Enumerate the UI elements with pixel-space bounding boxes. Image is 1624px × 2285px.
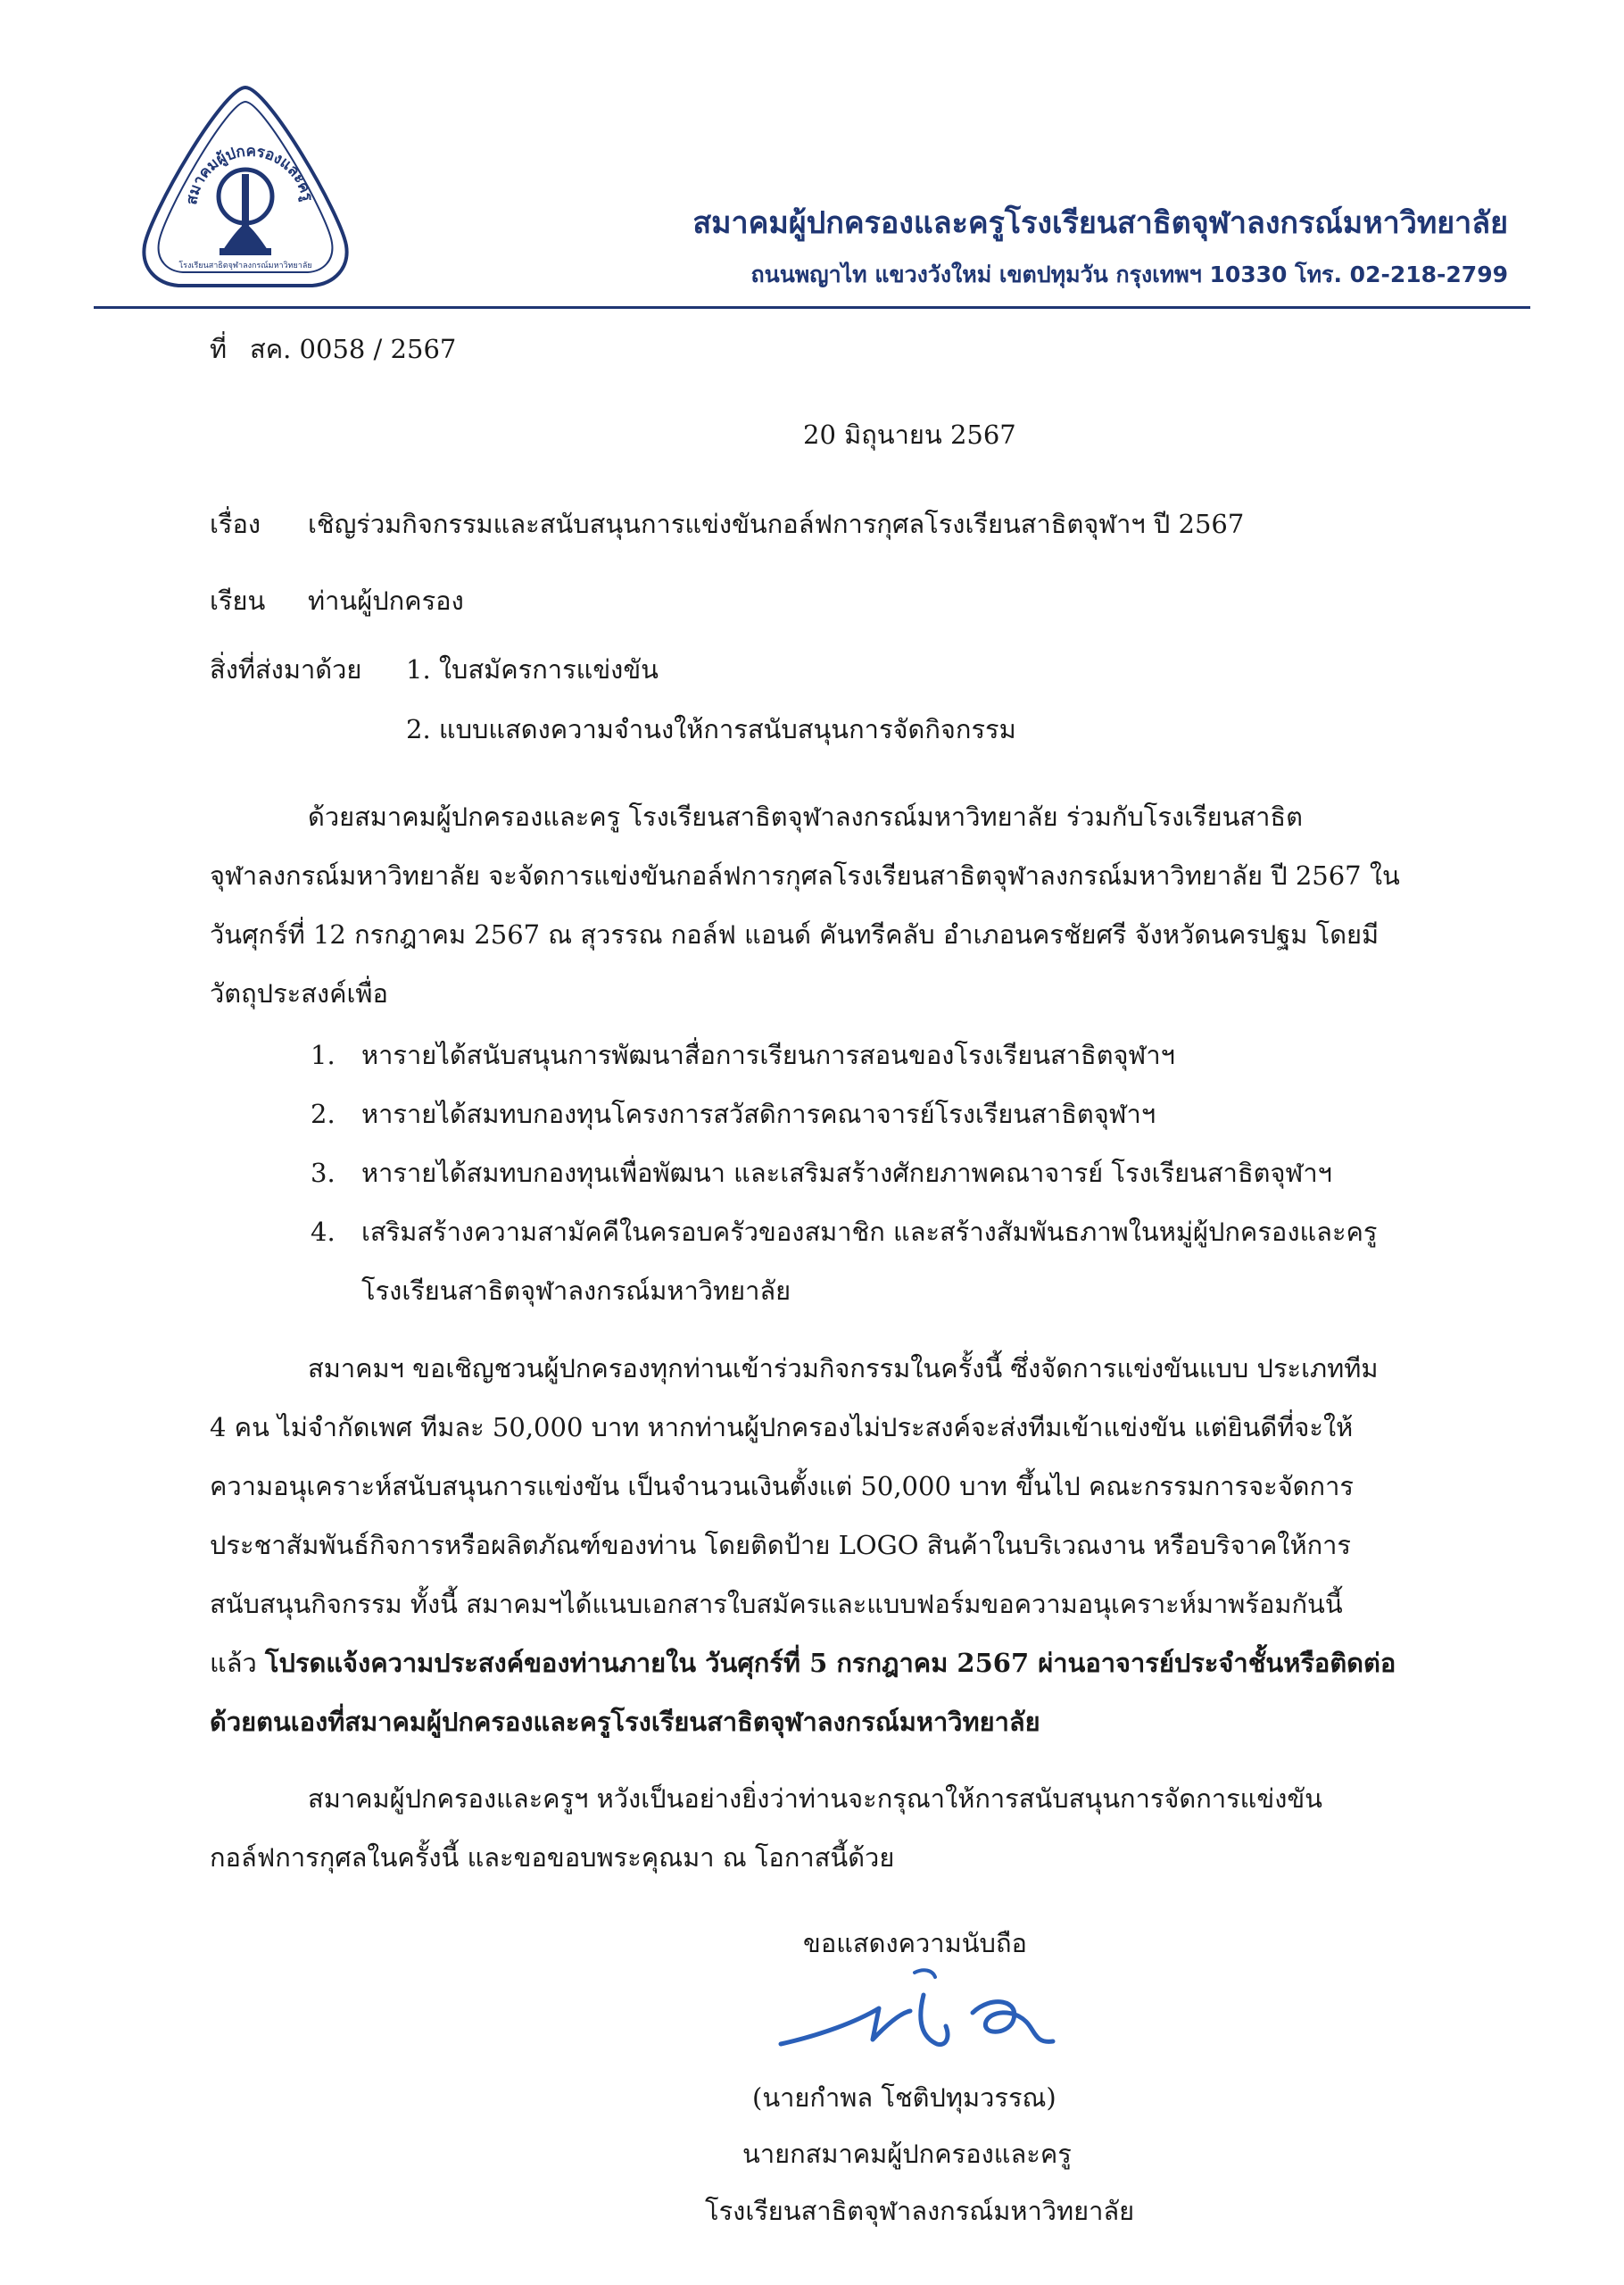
logo-ring-text: สมาคมผู้ปกครองและครู — [182, 142, 317, 206]
paragraph-line: 4 คน ไม่จำกัดเพศ ทีมละ 50,000 บาท หากท่านผู้ปกครองไม่ประสงค์จะส่งทีมเข้าแข่งขัน แต่ยินดีที่จะให้ — [210, 1412, 1354, 1442]
objective-number: 4. — [311, 1217, 336, 1247]
objective-text: เสริมสร้างความสามัคคีในครอบครัวของสมาชิก และสร้างสัมพันธภาพในหมู่ผู้ปกครองและครู — [361, 1217, 1378, 1247]
enclosures-label: สิ่งที่ส่งมาด้วย — [210, 654, 362, 685]
closing-salutation: ขอแสดงความนับถือ — [803, 1928, 1027, 1958]
paragraph-line: วัตถุประสงค์เพื่อ — [210, 978, 388, 1009]
objective-text-continued: โรงเรียนสาธิตจุฬาลงกรณ์มหาวิทยาลัย — [361, 1275, 791, 1306]
signer-name: (นายกำพล โชติปทุมวรรณ) — [752, 2082, 1056, 2113]
paragraph-line: ด้วยสมาคมผู้ปกครองและครู โรงเรียนสาธิตจุฬาลงกรณ์มหาวิทยาลัย ร่วมกับโรงเรียนสาธิต — [308, 802, 1303, 832]
organization-name: สมาคมผู้ปกครองและครูโรงเรียนสาธิตจุฬาลงกรณ์มหาวิทยาลัย — [692, 205, 1508, 241]
paragraph-line-plain: แล้ว — [210, 1648, 257, 1678]
organization-address: ถนนพญาไท แขวงวังใหม่ เขตปทุมวัน กรุงเทพฯ 10330 โทร. 02-218-2799 — [750, 262, 1508, 287]
paragraph-line-mixed — [210, 1648, 1396, 1679]
reference-number: สค. 0058 / 2567 — [250, 334, 457, 364]
signer-institution: โรงเรียนสาธิตจุฬาลงกรณ์มหาวิทยาลัย — [705, 2196, 1135, 2226]
objective-text: หารายได้สมทบกองทุนโครงการสวัสดิการคณาจารย์โรงเรียนสาธิตจุฬาฯ — [361, 1099, 1156, 1129]
paragraph-line: วันศุกร์ที่ 12 กรกฎาคม 2567 ณ สุวรรณ กอล์ฟ แอนด์ คันทรีคลับ อำเภอนครชัยศรี จังหวัดนครปฐม โดยมี — [210, 919, 1380, 950]
paragraph-line: จุฬาลงกรณ์มหาวิทยาลัย จะจัดการแข่งขันกอล์ฟการกุศลโรงเรียนสาธิตจุฬาลงกรณ์มหาวิทยาลัย ปี 2567 ใน — [210, 860, 1400, 891]
paragraph-line: ประชาสัมพันธ์กิจการหรือผลิตภัณฑ์ของท่าน โดยติดป้าย LOGO สินค้าในบริเวณงาน หรือบริจาคให้การ — [210, 1530, 1351, 1560]
paragraph-line: สมาคมฯ ขอเชิญชวนผู้ปกครองทุกท่านเข้าร่วมกิจกรรมในครั้งนี้ ซึ่งจัดการแข่งขันแบบ ประเภททีม — [308, 1353, 1379, 1383]
paragraph-line: สนับสนุนกิจกรรม ทั้งนี้ สมาคมฯได้แนบเอกสารใบสมัครและแบบฟอร์มขอความอนุเคราะห์มาพร้อมกันนี้ — [210, 1589, 1343, 1619]
reference-label: ที่ — [210, 334, 228, 364]
deadline-notice: โปรดแจ้งความประสงค์ของท่านภายใน วันศุกร์ที่ 5 กรกฎาคม 2567 ผ่านอาจารย์ประจำชั้นหรือติดต่อ — [264, 1648, 1396, 1678]
objective-text: หารายได้สมทบกองทุนเพื่อพัฒนา และเสริมสร้างศักยภาพคณาจารย์ โรงเรียนสาธิตจุฬาฯ — [361, 1158, 1332, 1188]
objective-number: 2. — [311, 1099, 336, 1129]
logo-bottom-text: โรงเรียนสาธิตจุฬาลงกรณ์มหาวิทยาลัย — [178, 262, 312, 270]
enclosure-item: 2. แบบแสดงความจำนงให้การสนับสนุนการจัดกิจกรรม — [406, 714, 1016, 744]
paragraph-line: สมาคมผู้ปกครองและครูฯ หวังเป็นอย่างยิ่งว่าท่านจะกรุณาให้การสนับสนุนการจัดการแข่งขัน — [308, 1783, 1323, 1814]
association-logo — [134, 80, 357, 295]
objective-text: หารายได้สนับสนุนการพัฒนาสื่อการเรียนการสอนของโรงเรียนสาธิตจุฬาฯ — [361, 1040, 1175, 1070]
letterhead-divider — [94, 306, 1530, 309]
subject-text: เชิญร่วมกิจกรรมและสนับสนุนการแข่งขันกอล์ฟการกุศลโรงเรียนสาธิตจุฬาฯ ปี 2567 — [308, 509, 1245, 539]
objective-number: 1. — [311, 1040, 336, 1070]
contact-notice: ด้วยตนเองที่สมาคมผู้ปกครองและครูโรงเรียนสาธิตจุฬาลงกรณ์มหาวิทยาลัย — [210, 1707, 1040, 1737]
subject-label: เรื่อง — [210, 509, 261, 539]
signer-title: นายกสมาคมผู้ปกครองและครู — [742, 2139, 1072, 2169]
recipient-text: ท่านผู้ปกครอง — [308, 586, 464, 616]
handwritten-signature — [767, 1959, 1089, 2066]
recipient-label: เรียน — [210, 586, 266, 616]
objective-number: 3. — [311, 1158, 336, 1188]
enclosure-item: 1. ใบสมัครการแข่งขัน — [406, 654, 659, 685]
paragraph-line: กอล์ฟการกุศลในครั้งนี้ และขอขอบพระคุณมา ณ โอกาสนี้ด้วย — [210, 1842, 895, 1873]
paragraph-line: ความอนุเคราะห์สนับสนุนการแข่งขัน เป็นจำนวนเงินตั้งแต่ 50,000 บาท ขึ้นไป คณะกรรมการจะจัดการ — [210, 1471, 1354, 1501]
letter-date: 20 มิถุนายน 2567 — [803, 420, 1016, 450]
